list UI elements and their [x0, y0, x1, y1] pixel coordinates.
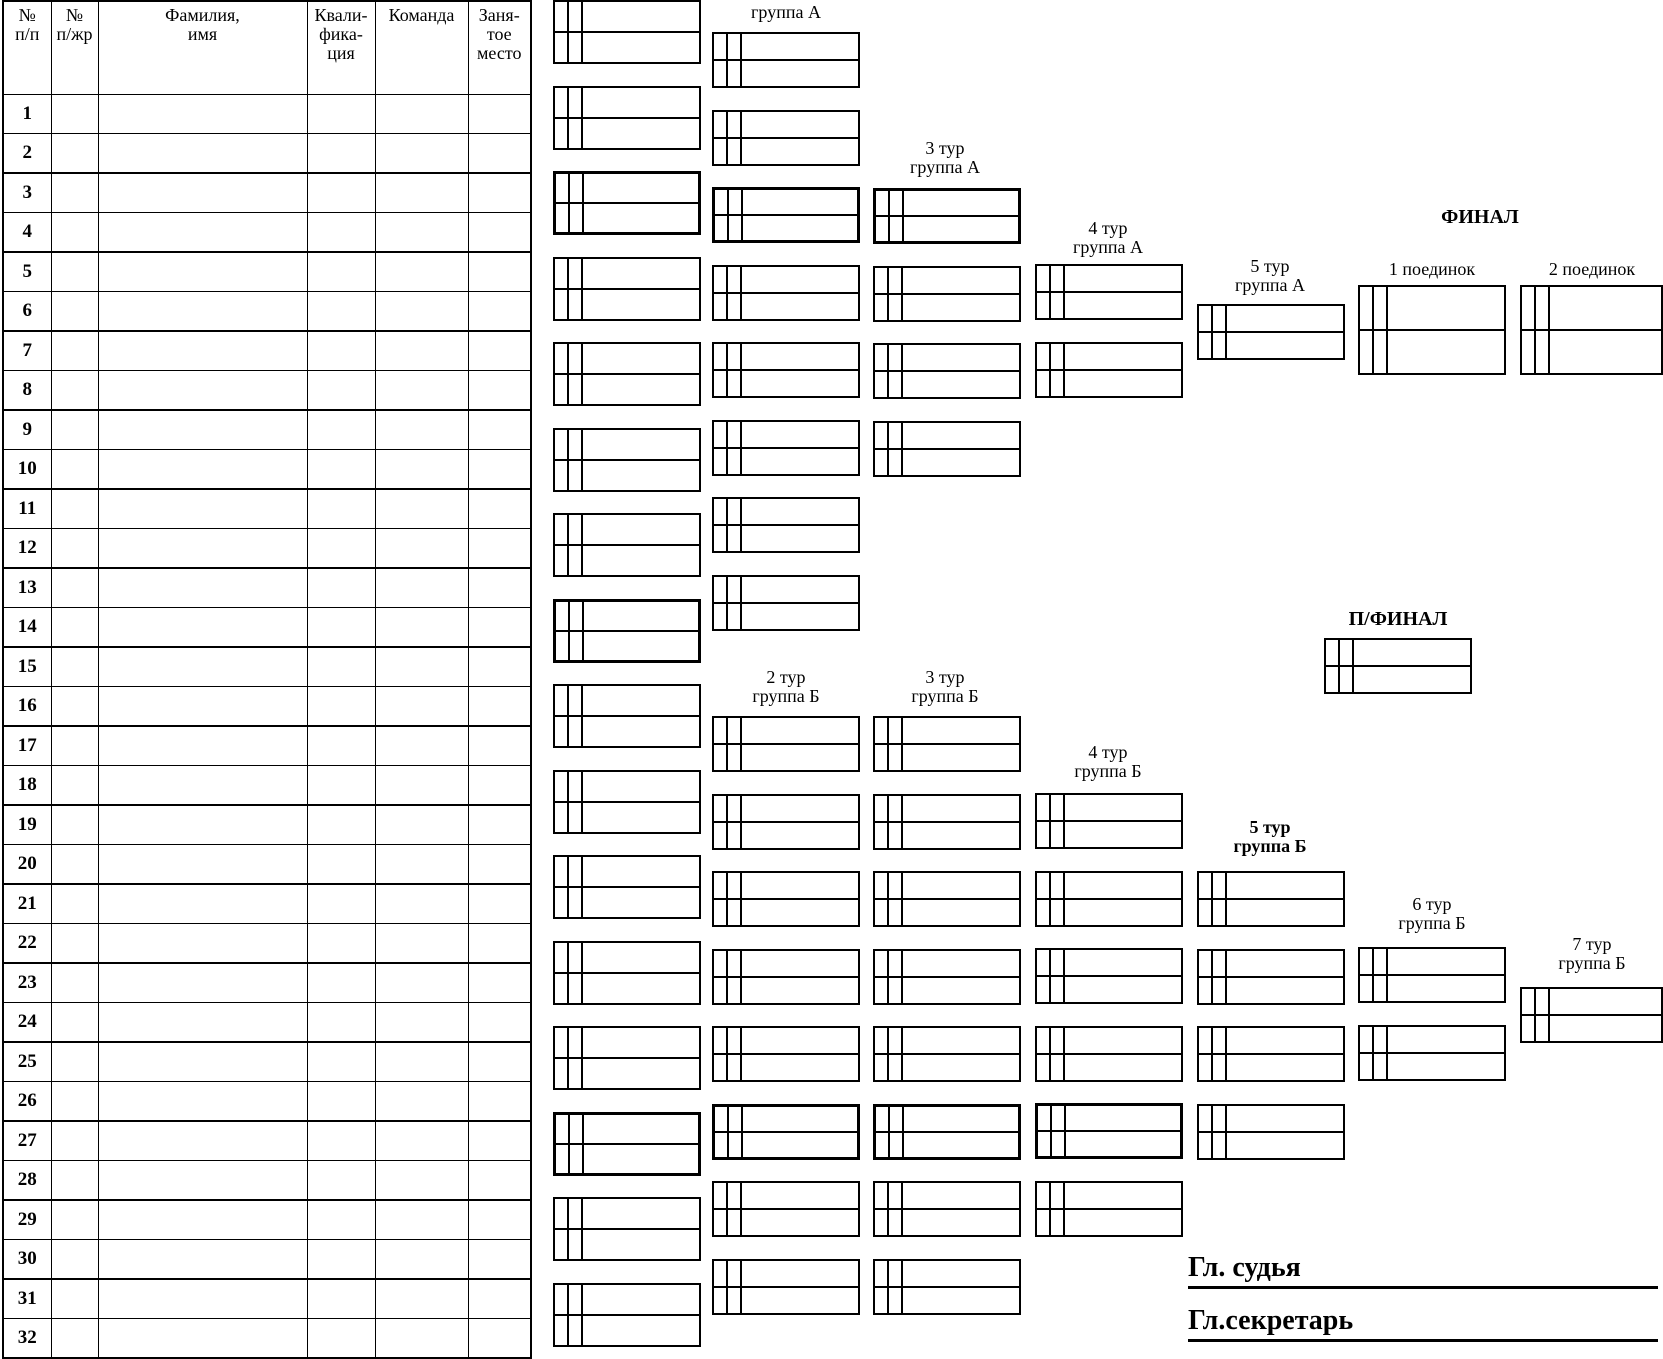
round2-group-b-match-box — [712, 794, 860, 850]
round2-group-a-match-box — [712, 420, 860, 476]
row-number: 18 — [3, 766, 51, 806]
header-place-text: Заня- тое место — [477, 5, 522, 63]
round1-match-box — [553, 855, 701, 919]
header-draw-number-text: № п/жр — [56, 5, 93, 44]
row-number: 29 — [3, 1200, 51, 1240]
row-number: 32 — [3, 1319, 51, 1359]
row-number: 10 — [3, 450, 51, 490]
round4-group-b-match-box — [1035, 793, 1183, 849]
round3-group-a-match-box — [873, 188, 1021, 244]
round2-group-b-match-box — [712, 1104, 860, 1160]
round2-group-b-match-box — [712, 1259, 860, 1315]
row-number: 30 — [3, 1240, 51, 1280]
label-semifinal: П/ФИНАЛ — [1348, 608, 1448, 630]
round2-group-b-match-box — [712, 1181, 860, 1237]
final-duel-1-box — [1358, 285, 1506, 375]
label-round3-group-a: 3 тур группа А — [910, 138, 980, 177]
row-number: 3 — [3, 173, 51, 213]
header-team-text: Команда — [388, 5, 455, 25]
round3-group-b-match-box — [873, 794, 1021, 850]
round2-group-a-match-box — [712, 187, 860, 243]
round1-match-box — [553, 513, 701, 577]
row-number: 25 — [3, 1042, 51, 1082]
label-round3-group-b: 3 тур группа Б — [911, 667, 979, 706]
round2-group-b-match-box — [712, 871, 860, 927]
round6-group-b-match-box — [1358, 1025, 1506, 1081]
label-round2-group-a: группа А — [751, 2, 821, 22]
row-number: 19 — [3, 805, 51, 845]
round2-group-a-match-box — [712, 32, 860, 88]
label-final: ФИНАЛ — [1441, 206, 1519, 228]
round5-group-b-match-box — [1197, 949, 1345, 1005]
label-round5-group-a: 5 тур группа А — [1235, 256, 1305, 295]
label-round5-group-b: 5 тур группа Б — [1233, 817, 1307, 856]
round1-match-box — [553, 599, 701, 663]
row-number: 28 — [3, 1161, 51, 1201]
label-round4-group-b: 4 тур группа Б — [1074, 742, 1142, 781]
round7-group-b-match-box — [1520, 987, 1663, 1043]
row-number: 26 — [3, 1082, 51, 1122]
label-round4-group-a: 4 тур группа А — [1073, 218, 1143, 257]
round2-group-a-match-box — [712, 575, 860, 631]
round1-match-box — [553, 684, 701, 748]
label-duel-2: 2 поединок — [1548, 259, 1636, 279]
round4-group-b-match-box — [1035, 1026, 1183, 1082]
label-round6-group-b: 6 тур группа Б — [1398, 894, 1466, 933]
round1-match-box — [553, 86, 701, 150]
round2-group-b-match-box — [712, 716, 860, 772]
label-duel-1: 1 поединок — [1388, 259, 1476, 279]
header-number-text: № п/п — [15, 5, 40, 44]
round1-match-box — [553, 1283, 701, 1347]
round2-group-a-match-box — [712, 497, 860, 553]
round3-group-b-match-box — [873, 1181, 1021, 1237]
chief-judge-signature-line: Гл. судья — [1188, 1252, 1658, 1289]
round4-group-b-match-box — [1035, 871, 1183, 927]
round1-match-box — [553, 257, 701, 321]
row-number: 14 — [3, 608, 51, 648]
label-round7-group-b: 7 тур группа Б — [1558, 934, 1626, 973]
round5-group-b-match-box — [1197, 871, 1345, 927]
chief-secretary-signature-line: Гл.секретарь — [1188, 1305, 1658, 1342]
header-name-text: Фамилия, имя — [165, 5, 240, 44]
round2-group-a-match-box — [712, 110, 860, 166]
round1-match-box — [553, 342, 701, 406]
round2-group-b-match-box — [712, 1026, 860, 1082]
round4-group-b-match-box — [1035, 1181, 1183, 1237]
final-duel-2-box — [1520, 285, 1663, 375]
round1-match-box — [553, 1026, 701, 1090]
round3-group-a-match-box — [873, 421, 1021, 477]
round5-group-b-match-box — [1197, 1104, 1345, 1160]
round5-group-b-match-box — [1197, 1026, 1345, 1082]
round4-group-a-match-box — [1035, 342, 1183, 398]
row-number: 5 — [3, 252, 51, 292]
row-number: 13 — [3, 568, 51, 608]
row-number: 27 — [3, 1121, 51, 1161]
round3-group-a-match-box — [873, 266, 1021, 322]
row-number: 12 — [3, 529, 51, 569]
round2-group-b-match-box — [712, 949, 860, 1005]
header-qualification-text: Квали- фика- ция — [314, 5, 368, 63]
round1-match-box — [553, 171, 701, 235]
round1-match-box — [553, 1112, 701, 1176]
round3-group-b-match-box — [873, 949, 1021, 1005]
row-number: 20 — [3, 845, 51, 885]
row-number: 15 — [3, 647, 51, 687]
round1-match-box — [553, 770, 701, 834]
row-number: 31 — [3, 1279, 51, 1319]
round3-group-b-match-box — [873, 1104, 1021, 1160]
label-round2-group-b: 2 тур группа Б — [752, 667, 820, 706]
row-number: 17 — [3, 726, 51, 766]
round3-group-b-match-box — [873, 1259, 1021, 1315]
row-number: 24 — [3, 1003, 51, 1043]
round3-group-a-match-box — [873, 343, 1021, 399]
row-number: 7 — [3, 331, 51, 371]
round1-match-box — [553, 1197, 701, 1261]
round2-group-a-match-box — [712, 265, 860, 321]
round5-group-a-match-box — [1197, 304, 1345, 360]
round1-match-box — [553, 0, 701, 64]
row-number: 16 — [3, 687, 51, 727]
round6-group-b-match-box — [1358, 947, 1506, 1003]
row-number: 22 — [3, 924, 51, 964]
row-number: 4 — [3, 213, 51, 253]
row-number: 11 — [3, 489, 51, 529]
row-number: 23 — [3, 963, 51, 1003]
row-number: 8 — [3, 371, 51, 411]
round1-match-box — [553, 428, 701, 492]
row-number: 9 — [3, 410, 51, 450]
round1-match-box — [553, 941, 701, 1005]
round3-group-b-match-box — [873, 871, 1021, 927]
semifinal-match-box — [1324, 638, 1472, 694]
round4-group-a-match-box — [1035, 264, 1183, 320]
row-number: 1 — [3, 95, 51, 134]
round4-group-b-match-box — [1035, 1103, 1183, 1159]
row-number: 2 — [3, 134, 51, 174]
round2-group-a-match-box — [712, 342, 860, 398]
row-number: 21 — [3, 884, 51, 924]
round3-group-b-match-box — [873, 716, 1021, 772]
row-number: 6 — [3, 292, 51, 332]
round4-group-b-match-box — [1035, 948, 1183, 1004]
round3-group-b-match-box — [873, 1026, 1021, 1082]
